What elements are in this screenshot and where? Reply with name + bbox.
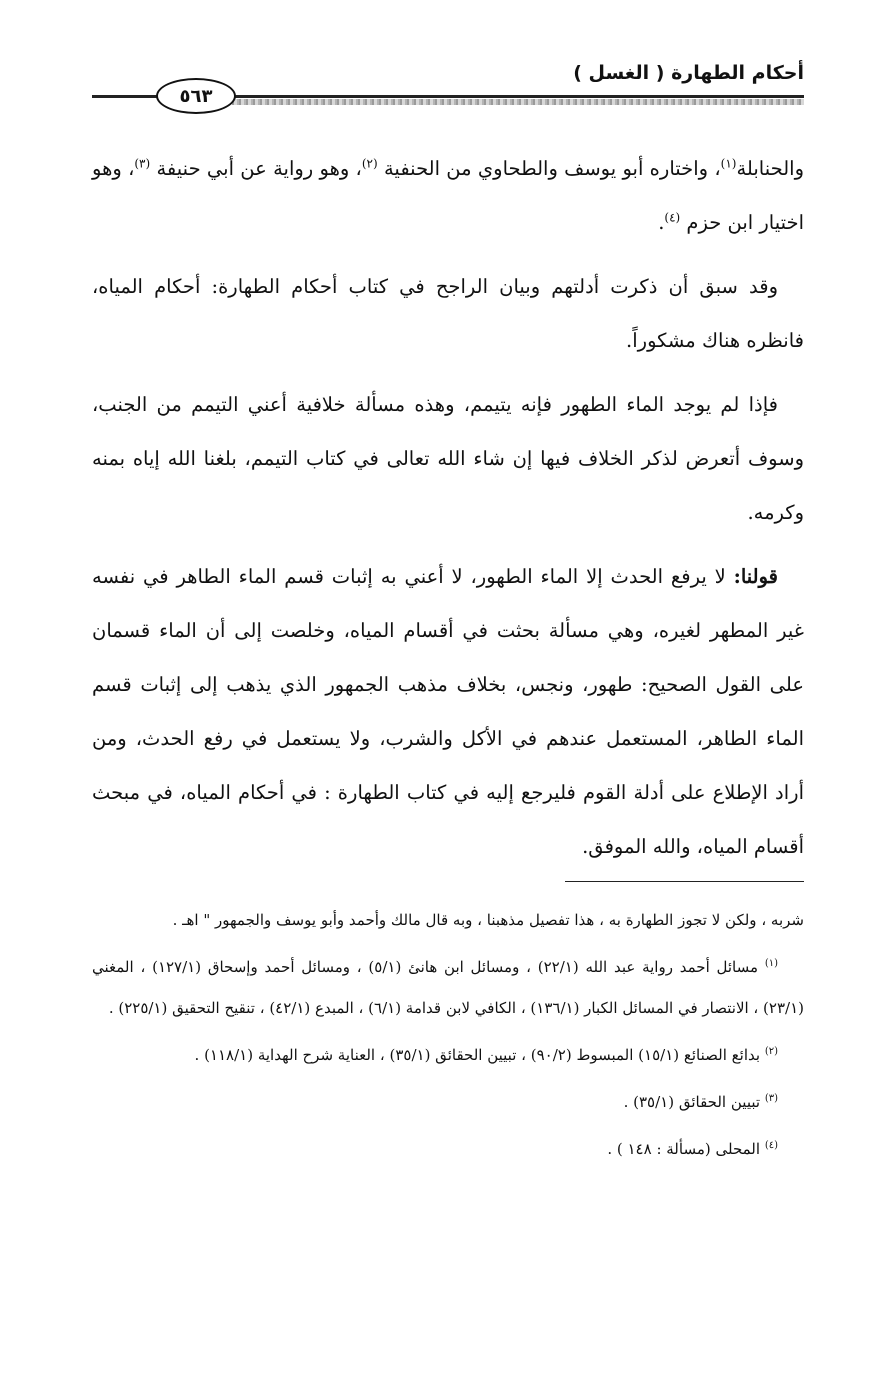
header-ornament — [232, 99, 804, 105]
paragraph-1 — [92, 142, 804, 250]
footnote-ref-4: (٤) — [664, 210, 681, 225]
footnote-mark: (٤) — [764, 1140, 778, 1151]
footnote-1 — [92, 947, 804, 1029]
text-span: . — [658, 211, 665, 234]
footnote-continued: شربه ، ولكن لا تجوز الطهارة به ، هذا تفصيل مذهبنا ، وبه قال مالك وأحمد وأبو يوسف والجمهور " اهـ . — [172, 911, 804, 929]
text-span: ، وهو رواية عن أبي حنيفة — [150, 157, 362, 180]
running-title: أحكام الطهارة ( الغسل ) — [573, 62, 804, 84]
footnote-2 — [92, 1035, 804, 1076]
footnote-text: تبيين الحقائق (٣٥/١) . — [623, 1093, 765, 1111]
text-span: ، وهو اختيار ابن حزم — [92, 157, 804, 234]
footnote-mark: (٢) — [764, 1046, 778, 1057]
text-span: ، واختاره أبو يوسف والطحاوي من الحنفية — [377, 157, 721, 180]
text-span: لا يرفع الحدث إلا الماء الطهور، لا أعني به إثبات قسم الماء الطاهر في نفسه غير المطهر لغيره، وهي مسألة بحثت في أقسام المياه، وخلصت إلى أن الماء قسمان على القول الصحيح: طهور، ونجس، بخلاف مذهب الجمهور الذي يذهب إلى إثبات قسم الماء الطاهر، المستعمل عندهم في الأكل والشرب، ولا يستعمل في رفع الحدث، ومن أراد الإطلاع على أدلة القوم فليرجع إليه في كتاب الطهارة : في أحكام المياه، في مبحث أقسام المياه، والله الموفق. — [92, 565, 804, 858]
paragraph-2: وقد سبق أن ذكرت أدلتهم وبيان الراجح في كتاب أحكام الطهارة: أحكام المياه، فانظره هناك مشكوراً. — [92, 275, 804, 352]
paragraph-3: فإذا لم يوجد الماء الطهور فإنه يتيمم، وهذه مسألة خلافية أعني التيمم من الجنب، وسوف أتعرض لذكر الخلاف فيها إن شاء الله تعالى في كتاب التيمم، بلغنا الله إياه بمنه وكرمه. — [92, 393, 804, 524]
footnote-ref-1: (١) — [720, 156, 737, 171]
footnote-separator — [565, 881, 804, 882]
footnote-text: مسائل أحمد رواية عبد الله (٢٢/١) ، ومسائل ابن هانئ (٥/١) ، ومسائل أحمد وإسحاق (١٢٧/١) ، المغني (٢٣/١) ، الانتصار في المسائل الكبار (١٣٦/١) ، الكافي لابن قدامة (٦/١) ، المبدع (٤٢/١) ، تنقيح التحقيق (٢٢٥/١) . — [92, 958, 804, 1017]
footnote-3 — [92, 1082, 804, 1123]
footnote-text: بدائع الصنائع (١٥/١) المبسوط (٩٠/٢) ، تبيين الحقائق (٣٥/١) ، العناية شرح الهداية (١١٨/١) . — [194, 1046, 765, 1064]
text-span: والحنابلة — [736, 157, 804, 180]
paragraph-4 — [92, 550, 804, 874]
footnote-mark: (٣) — [764, 1093, 778, 1104]
footnotes — [92, 900, 804, 1176]
footnote-text: المحلى (مسألة : ١٤٨ ) . — [607, 1140, 765, 1158]
page-header — [92, 62, 804, 112]
paragraph-lead: قولنا: — [733, 565, 778, 588]
main-text — [92, 142, 804, 884]
footnote-4 — [92, 1129, 804, 1170]
footnote-mark: (١) — [764, 958, 778, 969]
page-number: ٥٦٣ — [156, 78, 236, 114]
footnote-ref-2: (٢) — [361, 156, 378, 171]
footnote-ref-3: (٣) — [134, 156, 151, 171]
